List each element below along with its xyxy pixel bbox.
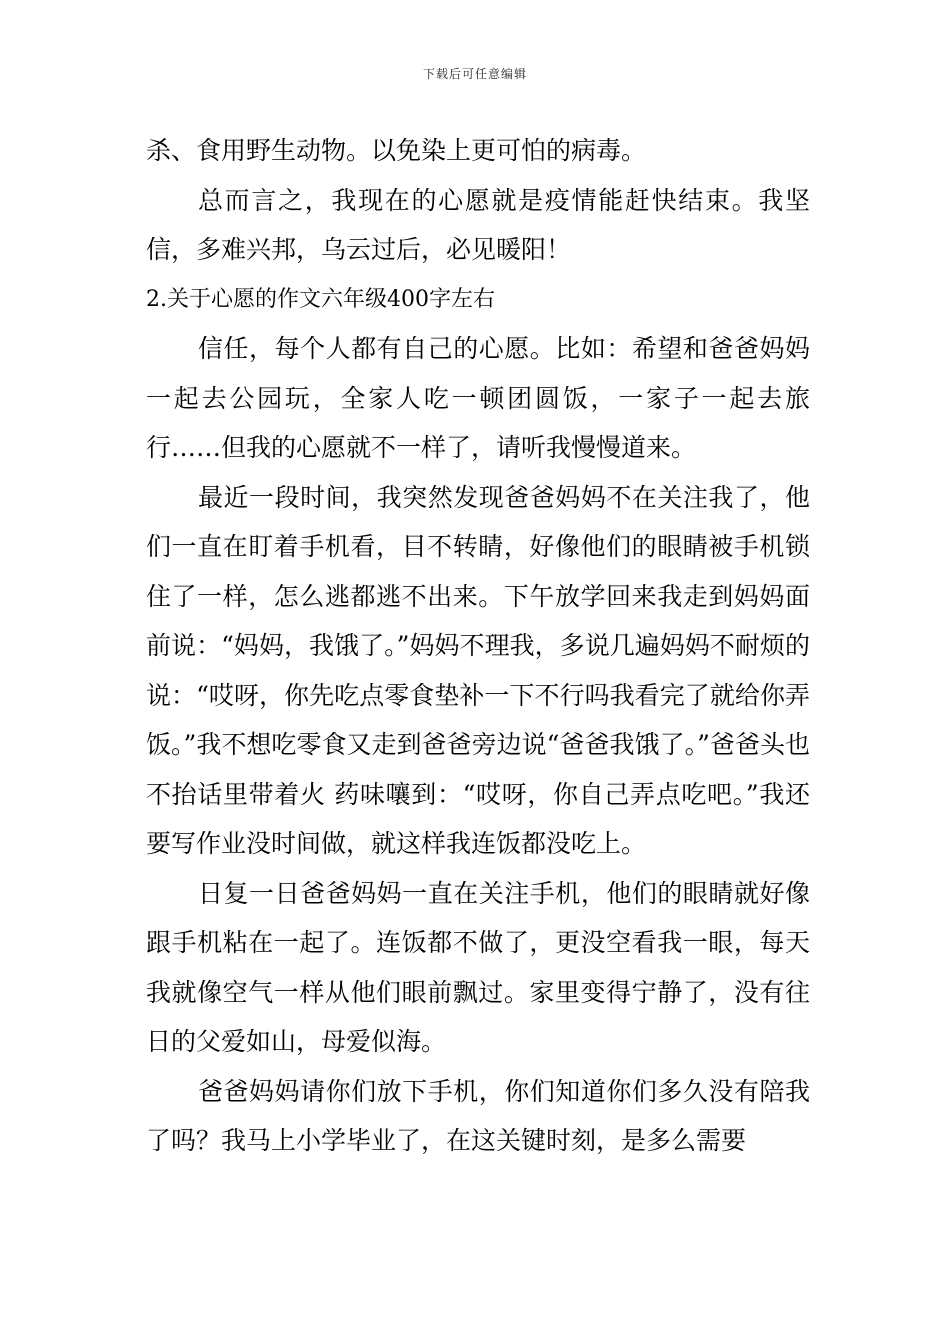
paragraph-4: 最近一段时间，我突然发现爸爸妈妈不在关注我了，他们一直在盯着手机看，目不转睛，好像他们的眼睛被手机锁住了一样，怎么逃都逃不出来。下午放学回来我走到妈妈面前说：“妈妈，我饿了。”妈妈不理我，多说几遍妈妈不耐烦的说：“哎呀，你先吃点零食垫补一下不行吗我看完了就给你弄饭。”我不想吃零食又走到爸爸旁边说“爸爸我饿了。”爸爸头也不抬话里带着火 药味嚷到：“哎呀，你自己弄点吃吧。”我还要写作业没时间做，就这样我连饭都没吃上。 bbox=[146, 482, 810, 858]
paragraph-2: 总而言之，我现在的心愿就是疫情能赶快结束。我坚信，多难兴邦，乌云过后，必见暖阳！ bbox=[146, 185, 810, 264]
paragraph-1: 杀、食用野生动物。以免染上更可怕的病毒。 bbox=[146, 136, 647, 165]
document-body bbox=[146, 126, 810, 1166]
section-heading: 2.关于心愿的作文六年级400字左右 bbox=[146, 286, 495, 312]
paragraph-6: 爸爸妈妈请你们放下手机，你们知道你们多久没有陪我了吗？我马上小学毕业了，在这关键时刻，是多么需要 bbox=[146, 1076, 810, 1155]
page-header: 下载后可任意编辑 bbox=[422, 67, 527, 81]
paragraph-3: 信任，每个人都有自己的心愿。比如：希望和爸爸妈妈一起去公园玩，全家人吃一顿团圆饭，一家子一起去旅行……但我的心愿就不一样了，请听我慢慢道来。 bbox=[146, 334, 810, 462]
paragraph-5: 日复一日爸爸妈妈一直在关注手机，他们的眼睛就好像跟手机粘在一起了。连饭都不做了，更没空看我一眼，每天我就像空气一样从他们眼前飘过。家里变得宁静了，没有往日的父爱如山，母爱似海。 bbox=[146, 878, 810, 1056]
